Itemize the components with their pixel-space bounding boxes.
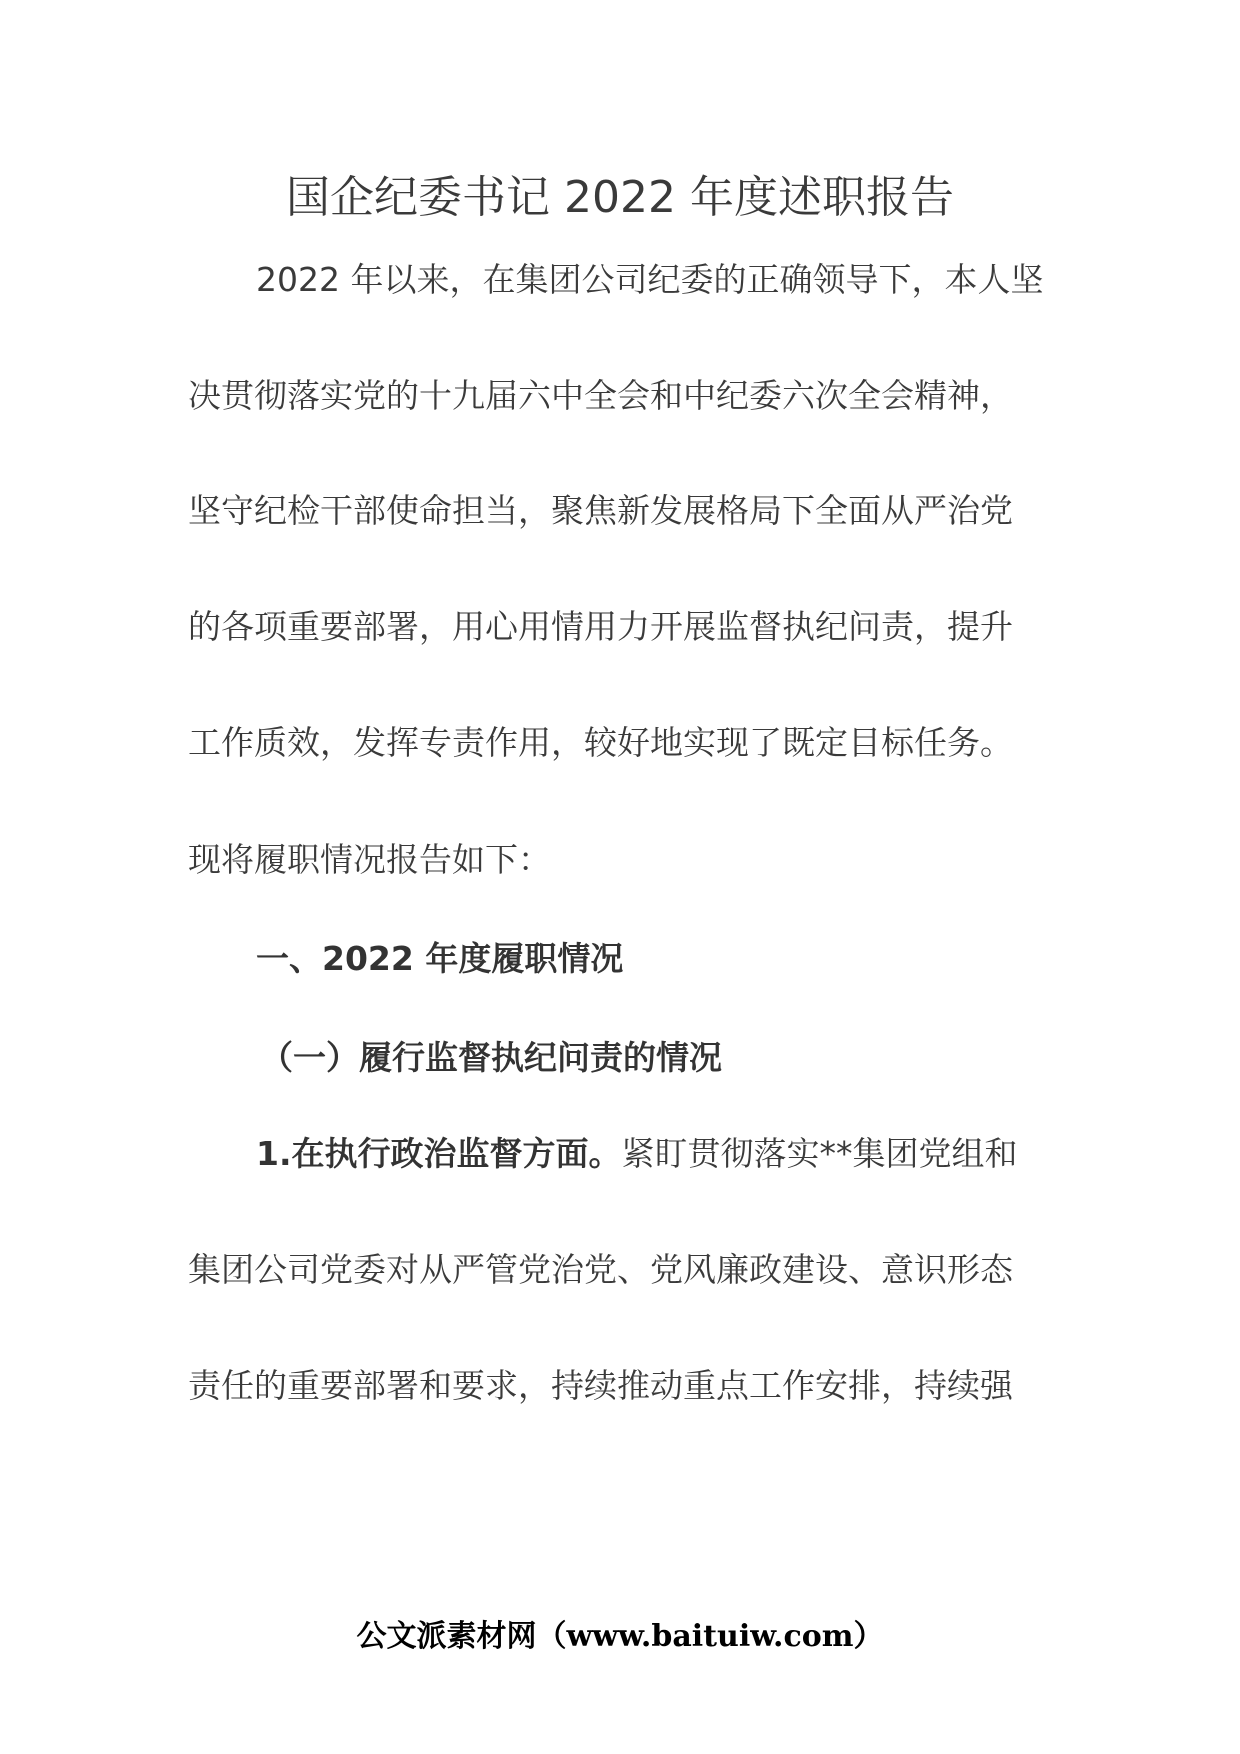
paragraph-line: 坚守纪检干部使命担当，聚焦新发展格局下全面从严治党 [188,491,1013,530]
section-heading: 一、2022 年度履职情况 [256,939,624,978]
item-paragraph-line [256,1130,1018,1178]
paragraph-line: 集团公司党委对从严管党治党、党风廉政建设、意识形态 [188,1250,1013,1289]
item-lead: 1.在执行政治监督方面。 [256,1134,622,1173]
subsection-heading: （一）履行监督执纪问责的情况 [260,1038,722,1077]
paragraph-line: 决贯彻落实党的十九届六中全会和中纪委六次全会精神， [188,376,1013,415]
paragraph-line: 现将履职情况报告如下： [188,840,551,879]
paragraph-line: 的各项重要部署，用心用情用力开展监督执纪问责，提升 [188,607,1013,646]
paragraph-line: 2022 年以来，在集团公司纪委的正确领导下，本人坚 [256,260,1044,299]
paragraph-line: 工作质效，发挥专责作用，较好地实现了既定目标任务。 [188,723,1013,762]
document-title: 国企纪委书记 2022 年度述职报告 [286,172,954,223]
paragraph-line: 责任的重要部署和要求，持续推动重点工作安排，持续强 [188,1366,1013,1405]
item-text: 紧盯贯彻落实**集团党组和 [621,1134,1018,1173]
footer-watermark-text: 公文派素材网（www.baituiw.com） [356,1619,884,1654]
